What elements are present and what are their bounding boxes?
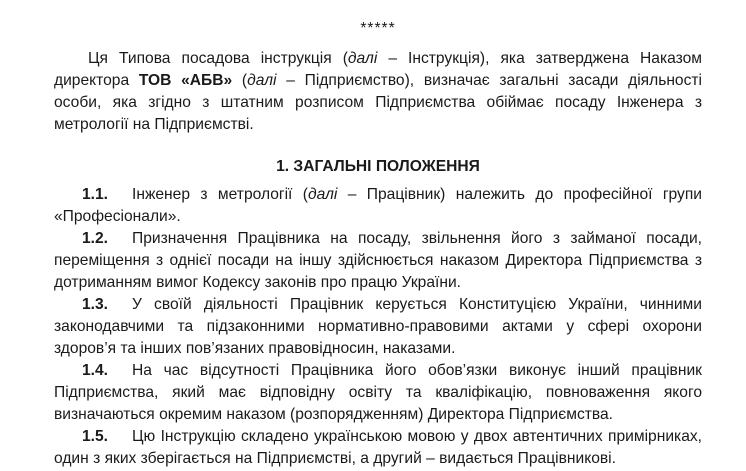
intro-text-1: Ця Типова посадова інструкція ( xyxy=(88,50,348,67)
clause-number: 1.1. xyxy=(82,186,109,203)
clause-number: 1.2. xyxy=(82,230,109,247)
intro-italic-1: далі xyxy=(347,50,378,67)
clause-text-b: – Працівник) належить до професійної групи «Професіонали». xyxy=(54,186,702,225)
clause-1-3 xyxy=(54,294,702,360)
clause-number: 1.3. xyxy=(82,296,109,313)
company-name: ТОВ «АБВ» xyxy=(138,72,233,89)
clause-italic: далі xyxy=(307,186,338,203)
clause-text: Цю Інструкцію складено українською мовою у двох автентичних примірниках, один з яких зберігається на Підприємстві, а другий – видається Працівникові. xyxy=(54,428,702,467)
intro-text-2: – Інструкція), яка затверджена Наказом директора xyxy=(54,50,702,89)
clause-1-1 xyxy=(54,184,702,228)
section-separator: ***** xyxy=(360,20,396,37)
intro-paragraph xyxy=(54,48,702,136)
clause-text: У своїй діяльності Працівник керується Конституцією України, чинними законодавчими та підзаконними нормативно-правовими актами у сфері охорони здоров’я та інших пов’язаних правовідносин, наказами. xyxy=(54,296,702,357)
clause-1-2 xyxy=(54,228,702,294)
clause-text: Призначення Працівника на посаду, звільнення його з займаної посади, переміщення з однієї посади на іншу здійснюється наказом Директора Підприємства з дотриманням вимог Кодексу законів про працю України. xyxy=(54,230,702,291)
clause-1-5 xyxy=(54,426,702,470)
section-heading: 1. ЗАГАЛЬНІ ПОЛОЖЕННЯ xyxy=(276,158,480,175)
clause-text-a: Інженер з метрології ( xyxy=(132,186,308,203)
clause-text: На час відсутності Працівника його обов’язки виконує інший працівник Підприємства, який має відповідну освіту та кваліфікацію, повноваження якого визначаються окремим наказом (розпорядженням) Директора Підприємства. xyxy=(54,362,702,423)
intro-text-3: ( xyxy=(232,72,248,89)
intro-italic-2: далі xyxy=(247,72,277,89)
clause-number: 1.4. xyxy=(82,362,109,379)
clause-number: 1.5. xyxy=(82,428,109,445)
clause-1-4 xyxy=(54,360,702,426)
intro-text-4: – Підприємство), визначає загальні засади діяльності особи, яка згідно з штатним розписом Підприємства обіймає посаду Інженера з метрології на Підприємстві. xyxy=(54,72,703,133)
